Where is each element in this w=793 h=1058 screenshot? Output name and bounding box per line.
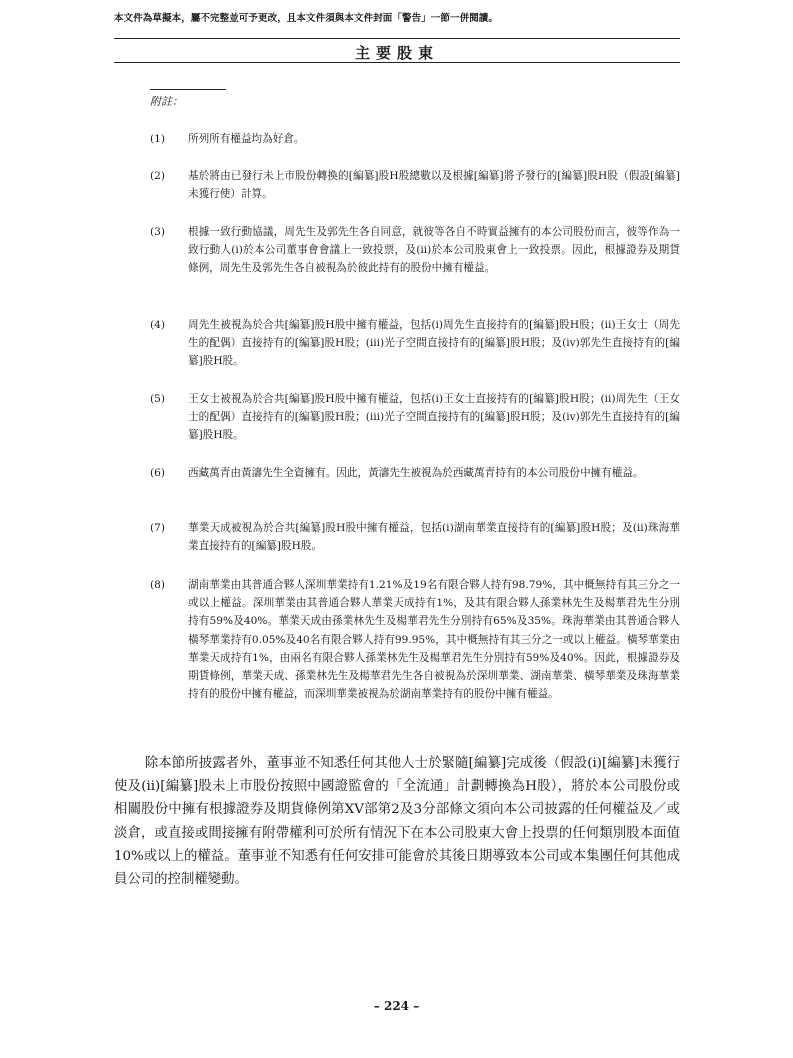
note-text: 根據一致行動協議，周先生及郭先生各自同意，就彼等各自不時實益擁有的本公司股份而言，彼等作為一致行動人(i)於本公司董事會會議上一致投票，及(ii)於本公司股東會上一致投票。因此，根據證券及期貨條例，周先生及郭先生各自被視為於彼此持有的股份中擁有權益。 <box>188 226 680 275</box>
note-number: (5) <box>150 393 166 405</box>
page-number: – 224 – <box>373 999 420 1013</box>
note-item <box>150 316 680 371</box>
note-item <box>150 464 680 482</box>
note-text: 王女士被視為於合共[編纂]股H股中擁有權益，包括(i)王女士直接持有的[編纂]股H股；(ii)周先生（王女士的配偶）直接持有的[編纂]股H股；(iii)光子空間直接持有的[編纂]股H股；及(iv)郭先生直接持有的[編纂]股H股。 <box>188 393 680 442</box>
note-text: 基於將由已發行未上市股份轉換的[編纂]股H股總數以及根據[編纂]將予發行的[編纂]股H股（假設[編纂]未獲行使）計算。 <box>188 170 680 201</box>
note-item <box>150 167 680 203</box>
note-number: (8) <box>150 579 166 591</box>
note-text: 周先生被視為於合共[編纂]股H股中擁有權益，包括(i)周先生直接持有的[編纂]股H股；(ii)王女士（周先生的配偶）直接持有的[編纂]股H股；(iii)光子空間直接持有的[編纂]股H股；及(iv)郭先生直接持有的[編纂]股H股。 <box>188 319 680 368</box>
notes-heading: 附註： <box>150 95 183 108</box>
note-item <box>150 519 680 555</box>
note-number: (2) <box>150 170 166 182</box>
note-item <box>150 576 680 703</box>
header-rule-top <box>114 38 680 39</box>
note-number: (6) <box>150 467 166 479</box>
section-title: 主要股東 <box>354 44 439 62</box>
note-number: (4) <box>150 319 166 331</box>
note-number: (3) <box>150 226 166 238</box>
note-number: (7) <box>150 522 166 534</box>
notes-divider <box>150 89 226 90</box>
closing-paragraph: 除本節所披露者外，董事並不知悉任何其他人士於緊隨[編纂]完成後（假設(i)[編纂]未獲行使及(ii)[編纂]股未上市股份按照中國證監會的「全流通」計劃轉換為H股），將於本公司股份或相關股份中擁有根據證券及期貨條例第XV部第2及3分部條文須向本公司披露的任何權益及／或淡倉，或直接或間接擁有附帶權利可於所有情況下在本公司股東大會上投票的任何類別股本面值10%或以上的權益。董事並不知悉有任何安排可能會於其後日期導致本公司或本集團任何其他成員公司的控制權變動。 <box>114 756 680 888</box>
note-text: 湖南華業由其普通合夥人深圳華業持有1.21%及19名有限合夥人持有98.79%，其中概無持有其三分之一或以上權益。深圳華業由其普通合夥人華業天成持有1%，及其有限合夥人孫業林先生及楊華君先生分別持有59%及40%。華業天成由孫業林先生及楊華君先生分別持有65%及35%。珠海華業由其普通合夥人橫琴華業持有0.05%及40名有限合夥人持有99.95%，其中概無持有其三分之一或以上權益。橫琴華業由華業天成持有1%，由兩名有限合夥人孫業林先生及楊華君先生分別持有59%及40%。因此，根據證券及期貨條例，華業天成、孫業林先生及楊華君先生各自被視為於深圳華業、湖南華業、橫琴華業及珠海華業持有的股份中擁有權益，而深圳華業被視為於湖南華業持有的股份中擁有權益。 <box>188 579 680 701</box>
draft-disclaimer: 本文件為草擬本，屬不完整並可予更改，且本文件須與本文件封面「警告」一節一併閱讀。 <box>114 13 499 24</box>
note-item <box>150 223 680 278</box>
note-number: (1) <box>150 133 166 145</box>
note-text: 所列所有權益均為好倉。 <box>188 133 305 145</box>
header-rule-bottom <box>114 62 680 63</box>
note-item <box>150 390 680 445</box>
note-item <box>150 130 680 148</box>
note-text: 華業天成被視為於合共[編纂]股H股中擁有權益，包括(i)湖南華業直接持有的[編纂]股H股；及(ii)珠海華業直接持有的[編纂]股H股。 <box>188 522 680 553</box>
note-text: 西藏萬青由黃濤先生全資擁有。因此，黃濤先生被視為於西藏萬青持有的本公司股份中擁有權益。 <box>188 467 644 479</box>
